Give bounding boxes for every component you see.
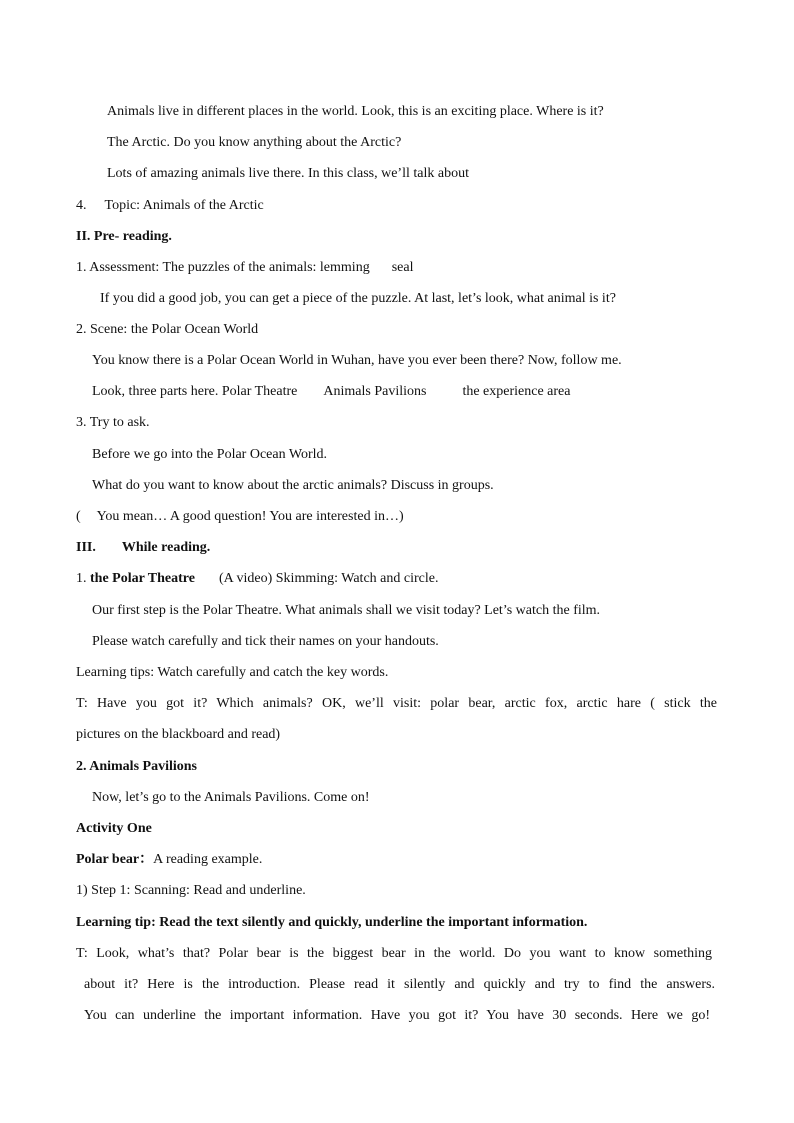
- polar-theatre-number: 1.: [76, 571, 90, 586]
- assessment-line: [76, 259, 413, 277]
- paren-open: (: [76, 509, 81, 524]
- intro-line-1: Animals live in different places in the world. Look, this is an exciting place. Where is it?: [107, 104, 604, 119]
- have-you-got-it-line: T: Have you got it? Which animals? OK, we’ll visit: polar bear, arctic fox, arctic hare ( stick the: [76, 696, 717, 711]
- topic-line: [76, 197, 264, 215]
- topic-number: 4.: [76, 198, 87, 213]
- before-line: Before we go into the Polar Ocean World.: [92, 447, 327, 462]
- three-parts-line: [92, 383, 570, 401]
- while-reading-number: III.: [76, 540, 96, 555]
- come-on-line: Now, let’s go to the Animals Pavilions. Come on!: [92, 790, 370, 805]
- intro-line-3: Lots of amazing animals live there. In this class, we’ll talk about: [107, 166, 469, 181]
- look-line: T: Look, what’s that? Polar bear is the biggest bear in the world. Do you want to know something: [76, 946, 712, 961]
- you-mean-line: [76, 508, 404, 526]
- polar-theatre-line: [76, 570, 438, 588]
- animals-pavilions-heading: 2. Animals Pavilions: [76, 759, 197, 774]
- animals-pavilions-text: Animals Pavilions: [323, 384, 427, 399]
- while-reading-heading: [76, 539, 210, 557]
- learning-tips-line: Learning tips: Watch carefully and catch the key words.: [76, 665, 389, 680]
- polar-bear-rest: A reading example.: [153, 852, 263, 867]
- scene-line: 2. Scene: the Polar Ocean World: [76, 322, 259, 337]
- assessment-seal: seal: [391, 260, 414, 275]
- polar-bear-label: Polar bear：: [76, 852, 154, 867]
- underline-line: You can underline the important information. Have you got it? You have 30 seconds. Here we go!: [84, 1008, 710, 1023]
- pictures-line: pictures on the blackboard and read): [76, 727, 281, 742]
- wuhan-line: You know there is a Polar Ocean World in Wuhan, have you ever been there? Now, follow me.: [92, 353, 622, 368]
- learning-tip-line: Learning tip: Read the text silently and quickly, underline the important information.: [76, 915, 588, 930]
- topic-text: Topic: Animals of the Arctic: [104, 198, 264, 213]
- step-1-line: 1) Step 1: Scanning: Read and underline.: [76, 883, 306, 898]
- you-mean-text: You mean… A good question! You are interested in…): [96, 509, 404, 524]
- while-reading-title: While reading.: [121, 540, 211, 555]
- polar-theatre-title: the Polar Theatre: [90, 571, 195, 586]
- polar-theatre-rest: (A video) Skimming: Watch and circle.: [219, 571, 439, 586]
- puzzle-line: If you did a good job, you can get a piece of the puzzle. At last, let’s look, what animal is it?: [100, 291, 616, 306]
- first-step-line: Our first step is the Polar Theatre. What animals shall we visit today? Let’s watch the film.: [92, 603, 601, 618]
- discuss-line: What do you want to know about the arctic animals? Discuss in groups.: [92, 478, 494, 493]
- try-ask-line: 3. Try to ask.: [76, 415, 150, 430]
- activity-one-heading: Activity One: [76, 821, 152, 836]
- three-parts-text: Look, three parts here. Polar Theatre: [92, 384, 298, 399]
- watch-carefully-line: Please watch carefully and tick their names on your handouts.: [92, 634, 439, 649]
- intro-line-2: The Arctic. Do you know anything about the Arctic?: [107, 135, 402, 150]
- assessment-text: 1. Assessment: The puzzles of the animals: lemming: [76, 260, 370, 275]
- pre-reading-heading: II. Pre- reading.: [76, 229, 172, 244]
- experience-area-text: the experience area: [462, 384, 571, 399]
- polar-bear-line: [76, 851, 262, 869]
- introduction-line: about it? Here is the introduction. Please read it silently and quickly and try to find the answers.: [84, 977, 715, 992]
